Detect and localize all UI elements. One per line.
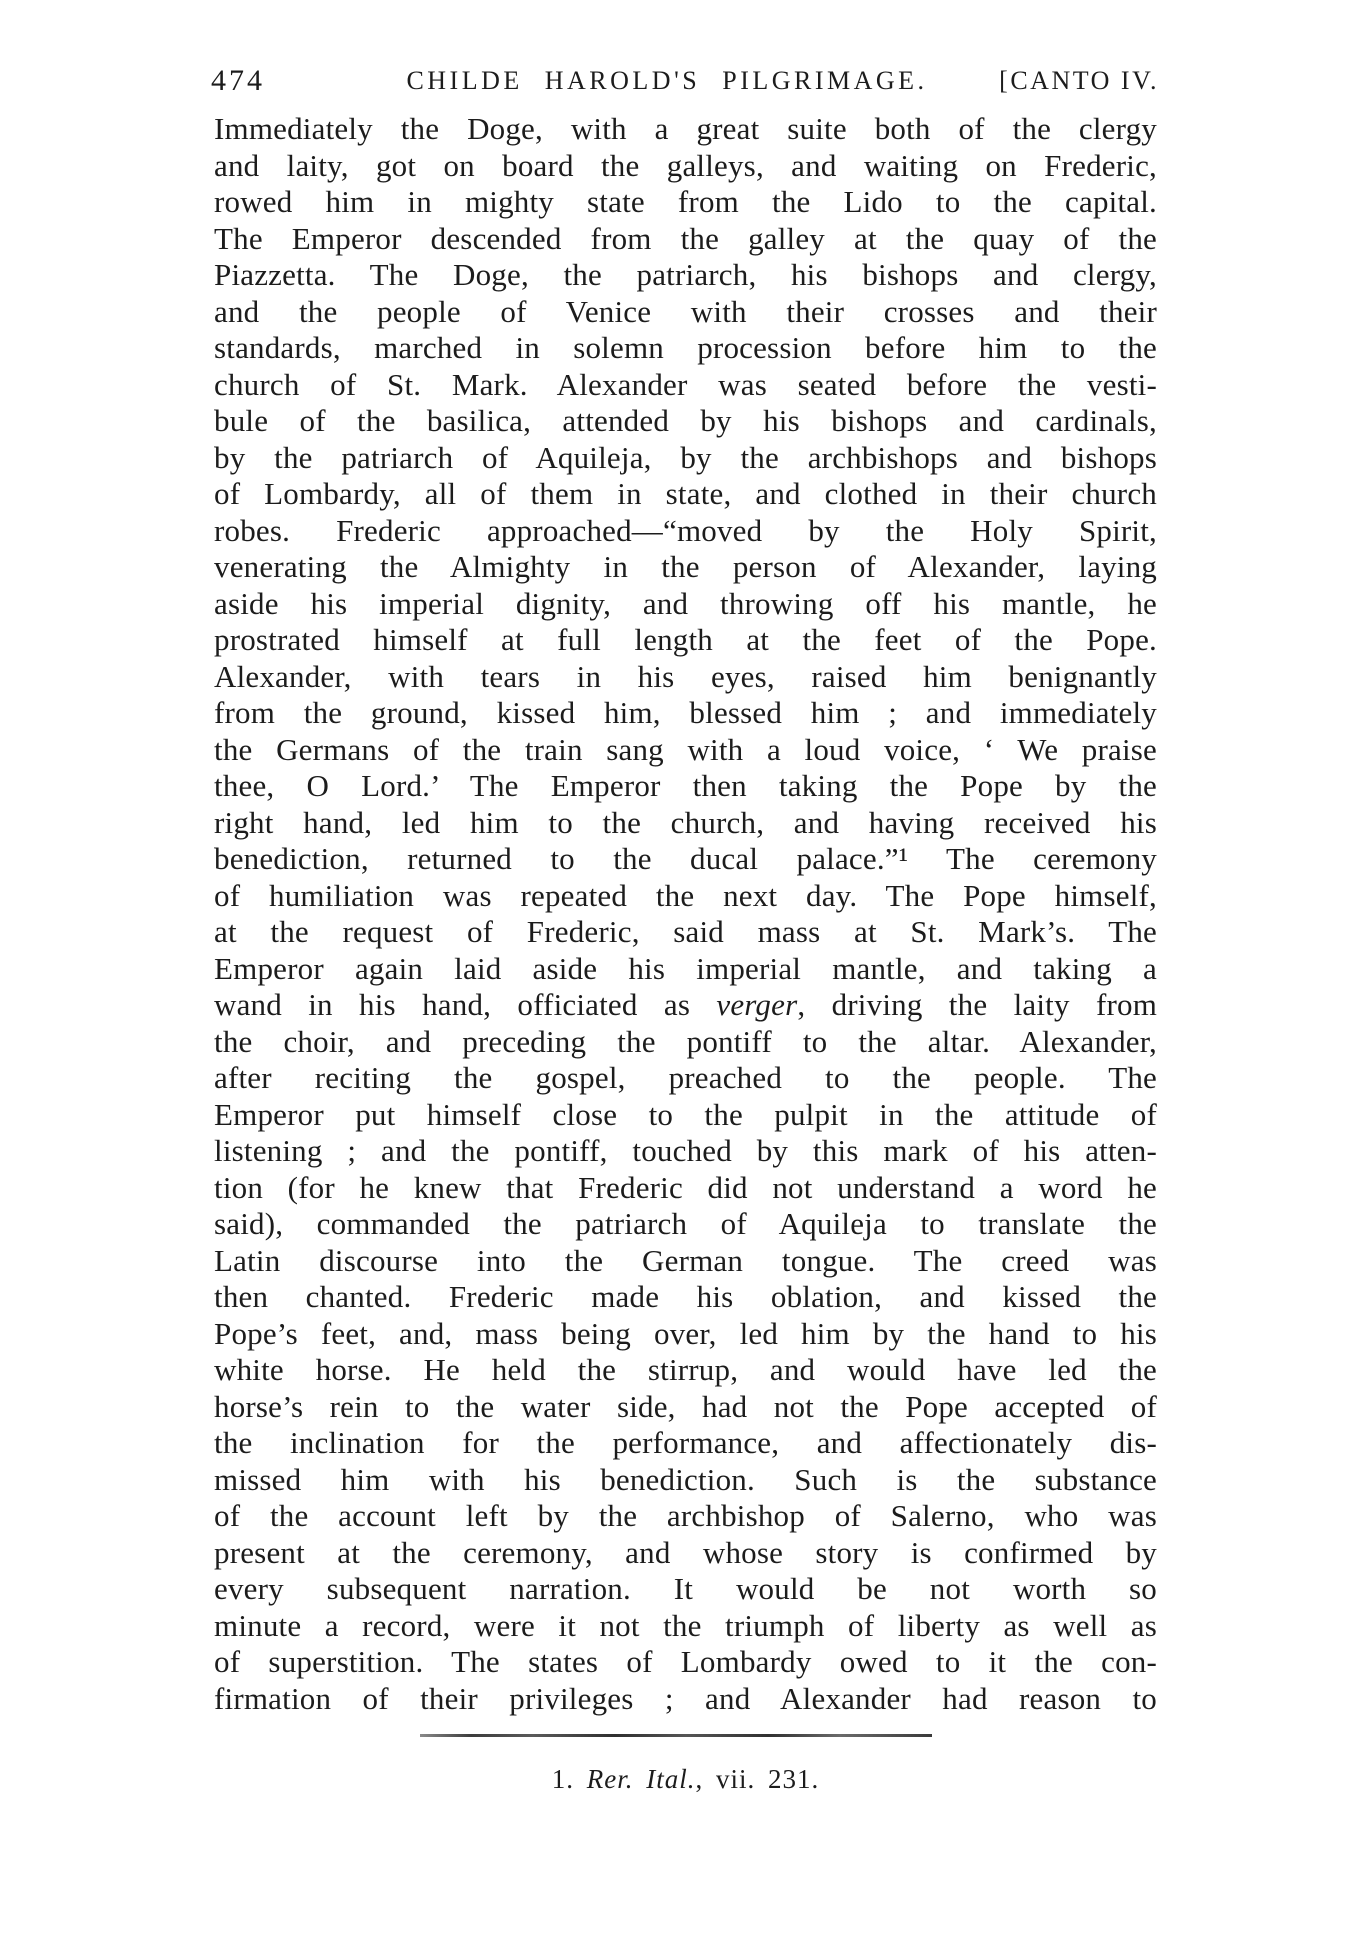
text-line [214, 1425, 1157, 1462]
text-segment: robes. Frederic approached—“moved by the Holy Spirit, [214, 512, 1157, 548]
text-line [214, 1535, 1157, 1572]
canto-label: [CANTO IV. [999, 66, 1159, 95]
text-line [214, 294, 1157, 331]
text-segment: from the ground, kissed him, blessed him ; and immediately [214, 695, 1157, 730]
text-segment: the inclination for the performance, and affectionately dis- [214, 1425, 1157, 1460]
page-number: 474 [211, 64, 265, 97]
text-segment: Emperor put himself close to the pulpit in the attitude of [214, 1096, 1157, 1132]
text-segment: Alexander, with tears in his eyes, raised him benignantly [214, 658, 1157, 694]
text-segment: and the people of Venice with their crosses and their [214, 293, 1157, 329]
text-segment: Latin discourse into the German tongue. The creed was [214, 1242, 1157, 1278]
body-text [214, 111, 1157, 1717]
text-line [214, 1024, 1157, 1061]
text-line [214, 476, 1157, 513]
text-line [214, 1206, 1157, 1243]
text-segment: venerating the Almighty in the person of Alexander, laying [214, 549, 1157, 584]
text-line [214, 659, 1157, 696]
text-segment: aside his imperial dignity, and throwing off his mantle, he [214, 585, 1157, 621]
text-line [214, 1243, 1157, 1280]
text-segment: listening ; and the pontiff, touched by this mark of his atten- [214, 1133, 1157, 1168]
text-line [214, 622, 1157, 659]
text-segment: Pope’s feet, and, mass being over, led him by the hand to his [214, 1315, 1157, 1351]
text-line [214, 695, 1157, 732]
text-segment: horse’s rein to the water side, had not the Pope accepted of [214, 1388, 1157, 1424]
text-line [214, 1279, 1157, 1316]
text-segment: Emperor again laid aside his imperial mantle, and taking a [214, 950, 1157, 986]
text-segment: of the account left by the archbishop of Salerno, who was [214, 1498, 1157, 1533]
text-line [214, 805, 1157, 842]
text-segment: the Germans of the train sang with a loud voice, ‘ We praise [214, 731, 1157, 767]
text-segment: wand in his hand, officiated as [214, 987, 717, 1022]
text-segment: church of St. Mark. Alexander was seated before the vesti- [214, 366, 1157, 402]
text-segment: the choir, and preceding the pontiff to the altar. Alexander, [214, 1023, 1157, 1059]
text-segment: tion (for he knew that Frederic did not understand a word he [214, 1169, 1157, 1205]
text-segment: by the patriarch of Aquileja, by the archbishops and bishops [214, 439, 1157, 475]
text-line [214, 1060, 1157, 1097]
text-segment: minute a record, were it not the triumph of liberty as well as [214, 1607, 1157, 1643]
text-segment: said), commanded the patriarch of Aquileja to translate the [214, 1206, 1157, 1241]
text-line [214, 330, 1157, 367]
text-line [214, 1644, 1157, 1681]
text-line [214, 1097, 1157, 1134]
text-line [214, 951, 1157, 988]
text-segment: after reciting the gospel, preached to the people. The [214, 1060, 1157, 1095]
text-segment: bule of the basilica, attended by his bishops and cardinals, [214, 403, 1157, 438]
text-segment: and laity, got on board the galleys, and waiting on Frederic, [214, 147, 1157, 183]
text-line [214, 914, 1157, 951]
text-segment: then chanted. Frederic made his oblation, and kissed the [214, 1279, 1157, 1314]
text-line [214, 221, 1157, 258]
text-segment: every subsequent narration. It would be not worth so [214, 1571, 1157, 1606]
text-line [214, 513, 1157, 550]
text-line [214, 1133, 1157, 1170]
footnote-separator [420, 1734, 932, 1737]
text-segment: benediction, returned to the ducal palace.”¹ The ceremony [214, 841, 1157, 876]
footnote [214, 1764, 1157, 1795]
text-line [214, 768, 1157, 805]
text-line [214, 878, 1157, 915]
text-segment: Immediately the Doge, with a great suite both of the clergy [214, 111, 1157, 146]
footnote-text: , vii. 231. [695, 1764, 820, 1794]
text-line [214, 732, 1157, 769]
text-line [214, 184, 1157, 221]
text-line [214, 1170, 1157, 1207]
text-line [214, 1352, 1157, 1389]
text-segment: right hand, led him to the church, and having received his [214, 804, 1157, 840]
text-line [214, 403, 1157, 440]
text-segment: present at the ceremony, and whose story is confirmed by [214, 1534, 1157, 1570]
text-segment: firmation of their privileges ; and Alexander had reason to [214, 1680, 1157, 1716]
text-line [214, 111, 1157, 148]
text-segment: white horse. He held the stirrup, and would have led the [214, 1352, 1157, 1387]
text-segment: Piazzetta. The Doge, the patriarch, his bishops and clergy, [214, 257, 1157, 292]
text-segment: of superstition. The states of Lombardy owed to it the con- [214, 1644, 1157, 1679]
text-line [214, 440, 1157, 477]
text-line [214, 1498, 1157, 1535]
text-line [214, 1316, 1157, 1353]
text-line [214, 549, 1157, 586]
text-line [214, 257, 1157, 294]
text-line [214, 1389, 1157, 1426]
text-line [214, 1608, 1157, 1645]
footnote-text: 1. [551, 1764, 587, 1794]
text-segment: of humiliation was repeated the next day. The Pope himself, [214, 877, 1157, 913]
text-segment: of Lombardy, all of them in state, and clothed in their church [214, 476, 1157, 511]
footnote-citation-italic: Rer. Ital. [586, 1764, 696, 1794]
text-segment: thee, O Lord.’ The Emperor then taking the Pope by the [214, 768, 1157, 803]
text-line [214, 1462, 1157, 1499]
text-segment: prostrated himself at full length at the feet of the Pope. [214, 622, 1157, 657]
text-line [214, 148, 1157, 185]
text-line [214, 841, 1157, 878]
text-segment: The Emperor descended from the galley at the quay of the [214, 220, 1157, 256]
text-line [214, 987, 1157, 1024]
running-title: CHILDE HAROLD'S PILGRIMAGE. [406, 66, 928, 95]
text-segment: at the request of Frederic, said mass at St. Mark’s. The [214, 914, 1157, 949]
text-segment: standards, marched in solemn procession before him to the [214, 330, 1157, 365]
text-line [214, 367, 1157, 404]
text-segment: missed him with his benediction. Such is the substance [214, 1461, 1157, 1497]
text-segment: rowed him in mighty state from the Lido to the capital. [214, 184, 1157, 219]
text-line [214, 1681, 1157, 1718]
text-segment: , driving the laity from [797, 987, 1158, 1022]
text-line [214, 586, 1157, 623]
text-line [214, 1571, 1157, 1608]
italic-text-segment: verger [716, 987, 798, 1022]
